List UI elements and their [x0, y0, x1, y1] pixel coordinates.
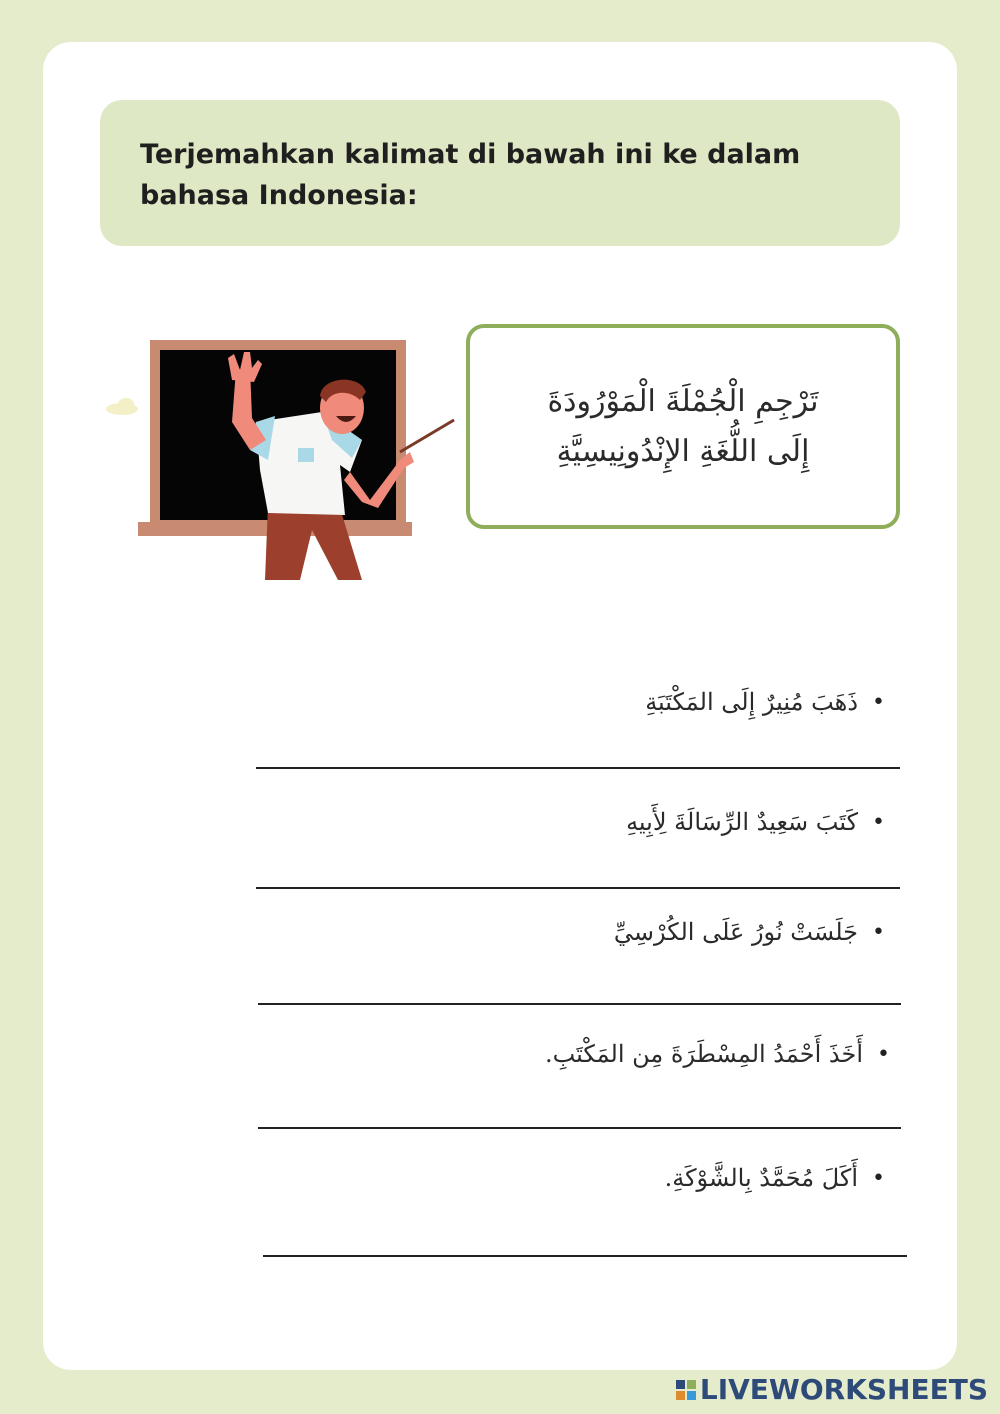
bullet: • — [872, 689, 885, 715]
sentence-text: أَكَلَ مُحَمَّدٌ بِالشَّوْكَةِ. — [664, 1164, 859, 1192]
answer-line[interactable] — [263, 1255, 907, 1257]
sentence-item — [614, 918, 885, 946]
instruction-box — [100, 100, 900, 246]
instruction-text: Terjemahkan kalimat di bawah ini ke dalam bahasa Indonesia: — [140, 139, 801, 211]
arabic-prompt-text: تَرْجِمِ الْجُمْلَةَ الْمَوْرُودَةَ إِلَى اللُّغَةِ الإِنْدُونِيسِيَّةِ — [547, 383, 819, 469]
brand-name: LIVEWORKSHEETS — [699, 1373, 988, 1406]
answer-line[interactable] — [258, 1127, 901, 1129]
sentence-item — [665, 1164, 885, 1192]
answer-line[interactable] — [258, 1003, 901, 1005]
liveworksheets-brand — [676, 1373, 988, 1406]
bullet: • — [872, 1165, 885, 1191]
bullet: • — [877, 1041, 890, 1067]
bullet: • — [872, 809, 885, 835]
sentence-text: كَتَبَ سَعِيدٌ الرِّسَالَةَ لِأَبِيهِ — [626, 808, 859, 836]
sentence-text: جَلَسَتْ نُورُ عَلَى الكُرْسِيِّ — [613, 918, 859, 946]
sentence-item — [645, 688, 885, 716]
arabic-prompt-box — [466, 324, 900, 529]
bullet: • — [872, 919, 885, 945]
answer-line[interactable] — [256, 887, 900, 889]
chalk-cloud-icon — [106, 398, 138, 415]
sentence-text: أَخَذَ أَحْمَدُ المِسْطَرَةَ مِن المَكْتَبِ. — [544, 1040, 864, 1068]
sentence-item — [545, 1040, 890, 1068]
answer-line[interactable] — [256, 767, 900, 769]
sentence-text: ذَهَبَ مُنِيرٌ إِلَى المَكْتَبَةِ — [645, 688, 859, 716]
sentence-item — [626, 808, 885, 836]
liveworksheets-logo-icon — [676, 1380, 696, 1400]
teacher-illustration — [100, 330, 460, 590]
